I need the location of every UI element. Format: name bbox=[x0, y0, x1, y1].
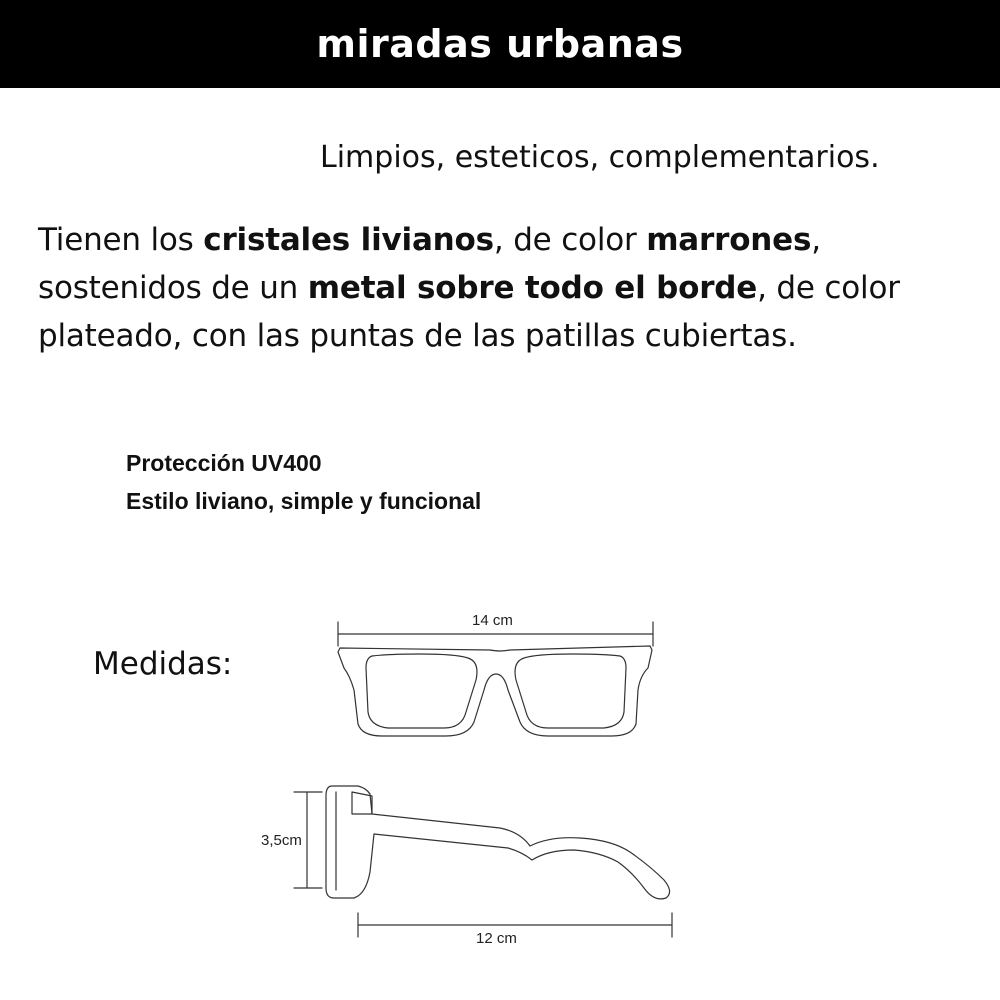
length-measure-label: 12 cm bbox=[476, 930, 517, 947]
front-right-lens bbox=[515, 654, 626, 728]
description-highlight: metal sobre todo el borde bbox=[307, 270, 758, 306]
description-highlight: marrones bbox=[646, 222, 812, 258]
description-text: Tienen los bbox=[38, 222, 204, 258]
measures-label: Medidas: bbox=[93, 646, 233, 682]
description-highlight: cristales livianos bbox=[203, 222, 494, 258]
front-left-lens bbox=[366, 654, 477, 728]
width-measure-label: 14 cm bbox=[472, 612, 513, 629]
side-frame-outline bbox=[326, 786, 670, 899]
description-text: , de color plateado, con las puntas de las patillas cubiertas. bbox=[38, 270, 900, 354]
front-frame-outline bbox=[338, 646, 652, 736]
height-measure-label: 3,5cm bbox=[261, 832, 302, 849]
feature-item-uv: Protección UV400 bbox=[126, 450, 322, 476]
side-hinge bbox=[352, 792, 372, 814]
tagline: Limpios, esteticos, complementarios. bbox=[320, 140, 880, 175]
description-text: , sostenidos de un bbox=[38, 222, 821, 306]
brand-title: miradas urbanas bbox=[316, 22, 684, 66]
description-text: , de color bbox=[493, 222, 647, 258]
feature-item-style: Estilo liviano, simple y funcional bbox=[126, 488, 482, 514]
